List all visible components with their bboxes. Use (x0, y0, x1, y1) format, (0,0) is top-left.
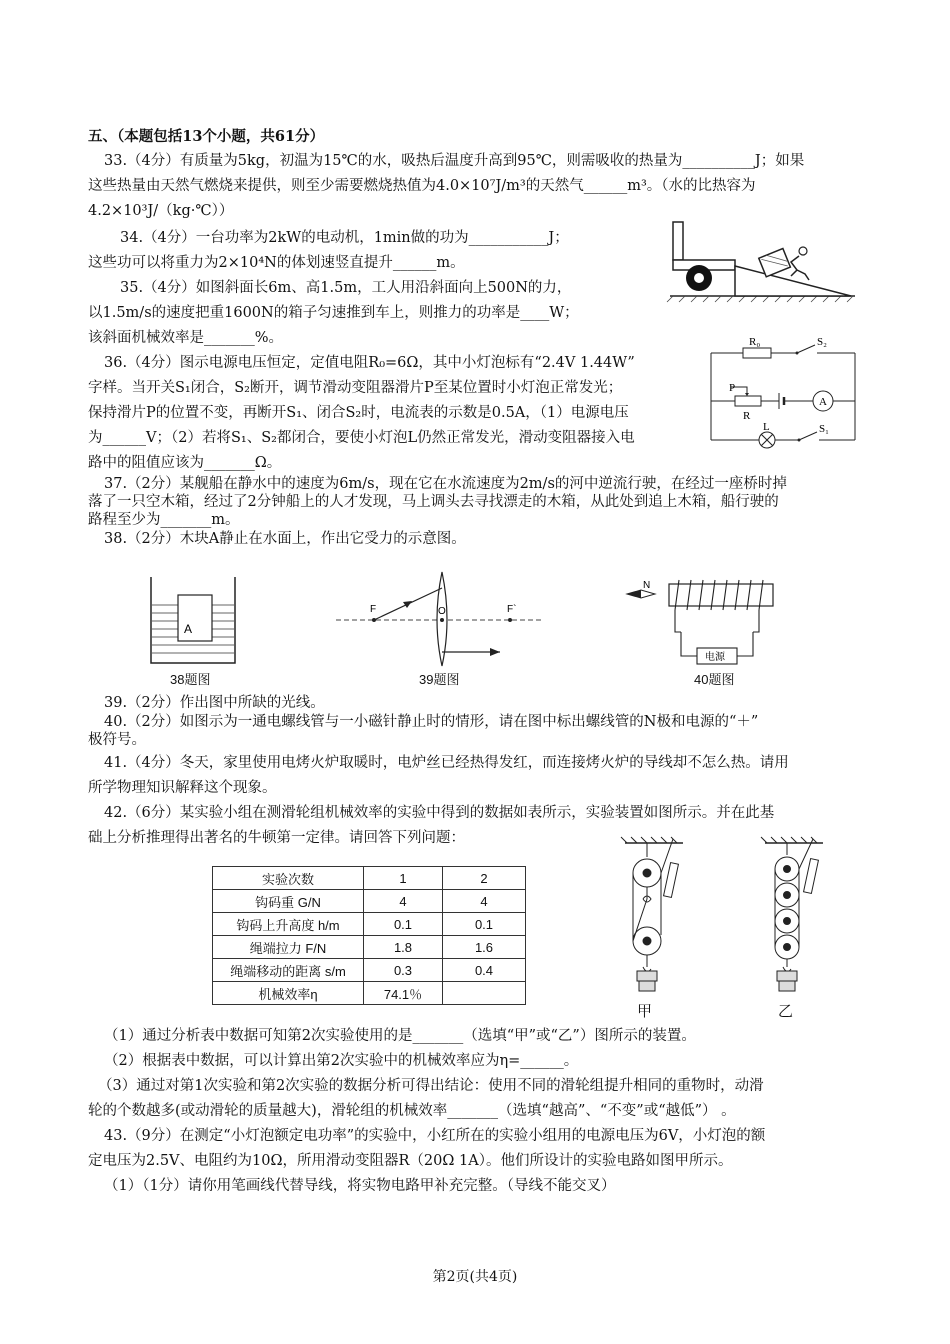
table-cell: 实验次数 (213, 867, 364, 890)
section-title: 五、（本题包括13个小题，共61分） (88, 128, 325, 145)
text-line: 该斜面机械效率是_______%。 (88, 330, 284, 346)
text-line: 34.（4分）一台功率为2kW的电动机，1min做的功为___________J； (120, 230, 569, 246)
label-ammeter: A (819, 396, 827, 408)
text-line: 所学物理知识解释这个现象。 (88, 780, 277, 796)
label-l: L (763, 421, 770, 433)
text-line: （1）（1分）请你用笔画线代替导线，将实物电路甲补充完整。（导线不能交叉） (104, 1178, 616, 1194)
text-line: 43.（9分）在测定“小灯泡额定电功率”的实验中，小红所在的实验小组用的电源电压为6V，小灯泡的额 (104, 1128, 766, 1144)
label-o: O (438, 606, 446, 617)
label-a: A (184, 622, 193, 636)
table-cell: 4 (443, 890, 526, 913)
label-r0: R₀ (749, 336, 761, 348)
text-line: 落了一只空木箱，经过了2分钟船上的人才发现，马上调头去寻找漂走的木箱，从此处到追上木箱，船行驶的 (88, 494, 779, 510)
text-line: 础上分析推理得出著名的牛顿第一定律。请回答下列问题： (88, 830, 465, 846)
label-f: F (370, 604, 377, 615)
text-line: 保持滑片P的位置不变，再断开S₁、闭合S₂时，电流表的示数是0.5A，（1）电源电压 (88, 405, 629, 421)
figure-38-block (148, 575, 238, 667)
table-row (213, 936, 526, 959)
text-line: 这些功可以将重力为2×10⁴N的体划速竖直提升______m。 (88, 255, 465, 271)
table-cell: 1.8 (364, 936, 443, 959)
text-line: 定电压为2.5V、电阻约为10Ω，所用滑动变阻器R（20Ω 1A）。他们所设计的实验电路如图甲所示。 (88, 1153, 733, 1169)
text-line: 这些热量由天然气燃烧来提供，则至少需要燃烧热值为4.0×10⁷J/m³的天然气______m³。（水的比热容为 (88, 178, 756, 194)
label-p: P (729, 382, 736, 394)
circuit-figure-36 (703, 335, 863, 450)
table-cell: 钩码重 G/N (213, 890, 364, 913)
text-line: 以1.5m/s的速度把重1600N的箱子匀速推到车上，则推力的功率是____W； (88, 305, 579, 321)
text-line: 40.（2分）如图示为一通电螺线管与一小磁针静止时的情形，请在图中标出螺线管的N极和电源的“＋” (104, 714, 759, 730)
text-line: 路中的阻值应该为_______Ω。 (88, 455, 282, 471)
figure-39-lens (330, 568, 550, 668)
table-cell: 0.4 (443, 959, 526, 982)
table-row (213, 867, 526, 890)
text-line: 33.（4分）有质量为5kg，初温为15℃的水，吸热后温度升高到95℃，则需吸收的热量为__________J；如果 (104, 153, 805, 169)
text-line: 37.（2分）某舰船在静水中的速度为6m/s，现在它在水流速度为2m/s的河中逆流行驶，在经过一座桥时掉 (104, 476, 787, 492)
data-table (212, 866, 526, 1005)
pulley-yi (761, 837, 823, 991)
table-cell: 1.6 (443, 936, 526, 959)
figure-40-solenoid (625, 578, 785, 670)
label-s2: S₂ (817, 336, 827, 348)
table-cell: 钩码上升高度 h/m (213, 913, 364, 936)
text-line: 路程至少为_______m。 (88, 512, 240, 528)
pulley-figures (615, 835, 850, 1020)
caption-40: 40题图 (694, 672, 735, 687)
text-line: （1）通过分析表中数据可知第2次实验使用的是_______（选填“甲”或“乙”）图所示的装置。 (104, 1028, 696, 1044)
table-cell: 0.1 (443, 913, 526, 936)
table-cell: 绳端拉力 F/N (213, 936, 364, 959)
question-38: 38.（2分）木块A静止在水面上，作出它受力的示意图。 (104, 531, 466, 547)
label-s1: S₁ (819, 423, 829, 435)
label-power: 电源 (705, 652, 725, 663)
caption-jia: 甲 (637, 1003, 653, 1020)
text-line: （2）根据表中数据，可以计算出第2次实验中的机械效率应为η=______。 (104, 1053, 579, 1069)
table-row (213, 913, 526, 936)
page-footer: 第2页(共4页) (432, 1269, 518, 1285)
text-line: 36.（4分）图示电源电压恒定，定值电阻R₀=6Ω，其中小灯泡标有“2.4V 1.44W” (104, 355, 635, 371)
caption-39: 39题图 (419, 672, 460, 687)
table-row (213, 959, 526, 982)
table-cell: 1 (364, 867, 443, 890)
label-f2: F` (507, 604, 517, 615)
table-cell: 绳端移动的距离 s/m (213, 959, 364, 982)
label-r: R (743, 410, 751, 422)
caption-38: 38题图 (170, 672, 211, 687)
text-line: 42.（6分）某实验小组在测滑轮组机械效率的实验中得到的数据如表所示，实验装置如图所示。并在此基 (104, 805, 775, 821)
table-cell: 4 (364, 890, 443, 913)
table-row (213, 890, 526, 913)
question-39: 39.（2分）作出图中所缺的光线。 (104, 695, 325, 711)
text-line: 4.2×10³J/（kg·℃）） (88, 203, 234, 219)
table-cell (443, 982, 526, 1005)
text-line: 41.（4分）冬天，家里使用电烤火炉取暖时，电炉丝已经热得发红，而连接烤火炉的导线却不怎么热。请用 (104, 755, 789, 771)
text-line: （3）通过对第1次实验和第2次实验的数据分析可得出结论：使用不同的滑轮组提升相同的重物时，动滑 (98, 1078, 764, 1094)
table-cell: 机械效率η (213, 982, 364, 1005)
text-line: 极符号。 (88, 732, 146, 748)
text-line: 轮的个数越多(或动滑轮的质量越大)，滑轮组的机械效率_______（选填“越高”、“不变”或“越低”） 。 (88, 1103, 736, 1119)
text-line: 字样。当开关S₁闭合，S₂断开，调节滑动变阻器滑片P至某位置时小灯泡正常发光； (88, 380, 623, 396)
text-line: 为______V；（2）若将S₁、S₂都闭合，要使小灯泡L仍然正常发光，滑动变阻器接入电 (88, 430, 635, 446)
table-row (213, 982, 526, 1005)
table-cell: 74.1％ (364, 982, 443, 1005)
caption-yi: 乙 (778, 1003, 794, 1020)
table-cell: 2 (443, 867, 526, 890)
label-n: N (643, 580, 651, 591)
table-cell: 0.1 (364, 913, 443, 936)
pulley-jia (621, 837, 683, 991)
ramp-figure (665, 218, 860, 303)
table-cell: 0.3 (364, 959, 443, 982)
text-line: 35.（4分）如图斜面长6m、高1.5m，工人用沿斜面向上500N的力， (120, 280, 572, 296)
